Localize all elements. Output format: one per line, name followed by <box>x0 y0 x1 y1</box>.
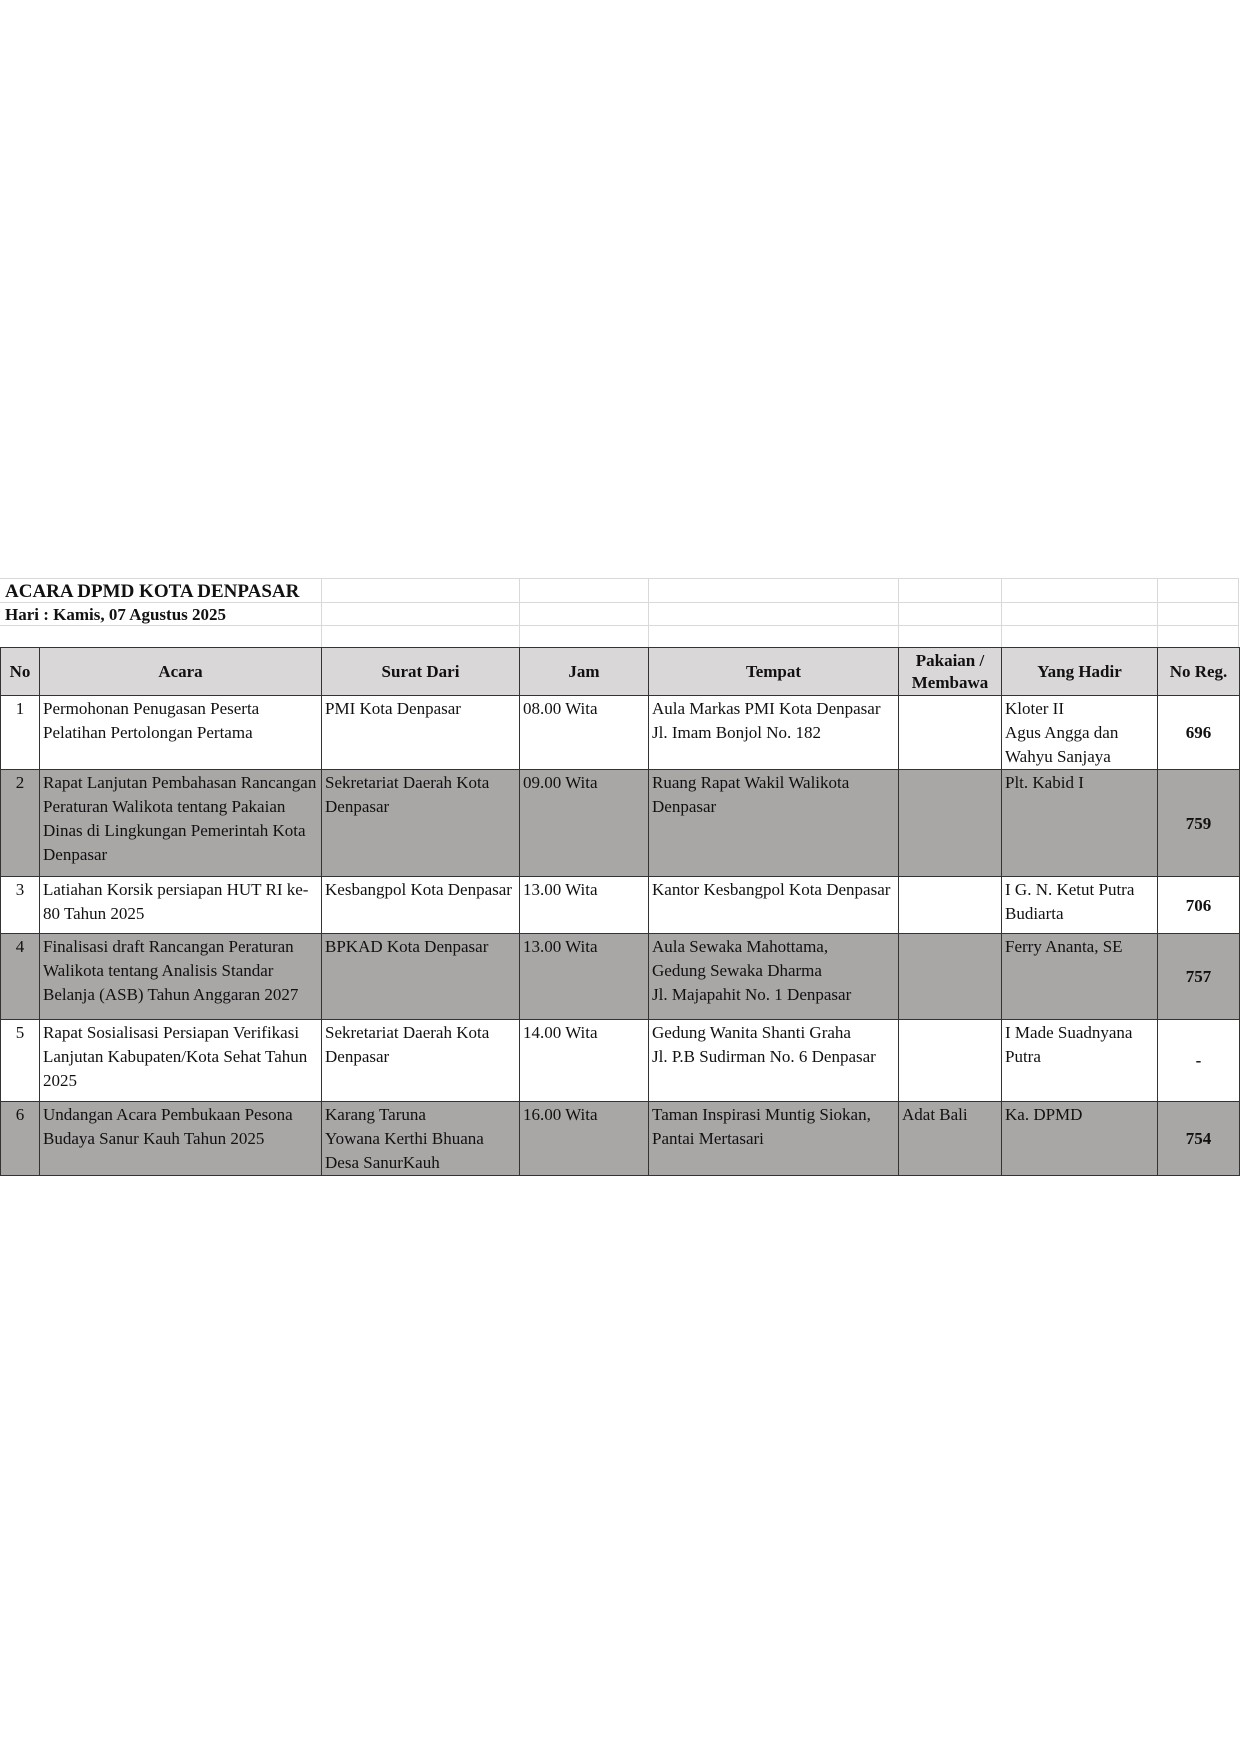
row-number: 2 <box>1 770 40 877</box>
col-no-reg-header: No Reg. <box>1158 648 1240 696</box>
col-tempat-header: Tempat <box>649 648 899 696</box>
row-number: 4 <box>1 934 40 1020</box>
surat-dari-cell: Sekretariat Daerah Kota Denpasar <box>322 770 520 877</box>
col-pakaian-header: Pakaian / Membawa <box>899 648 1002 696</box>
table-body <box>1 696 1240 1176</box>
page-title: ACARA DPMD KOTA DENPASAR <box>5 581 300 602</box>
grid-line <box>1157 578 1158 647</box>
tempat-cell: Gedung Wanita Shanti Graha Jl. P.B Sudirman No. 6 Denpasar <box>649 1020 899 1102</box>
no-reg-cell: - <box>1158 1020 1240 1102</box>
row-number: 6 <box>1 1102 40 1176</box>
acara-cell: Rapat Sosialisasi Persiapan Verifikasi Lanjutan Kabupaten/Kota Sehat Tahun 2025 <box>40 1020 322 1102</box>
yang-hadir-cell: Ferry Ananta, SE <box>1002 934 1158 1020</box>
table-row <box>1 770 1240 877</box>
jam-cell: 16.00 Wita <box>520 1102 649 1176</box>
acara-cell: Undangan Acara Pembukaan Pesona Budaya Sanur Kauh Tahun 2025 <box>40 1102 322 1176</box>
grid-line <box>0 625 1239 626</box>
acara-cell: Finalisasi draft Rancangan Peraturan Walikota tentang Analisis Standar Belanja (ASB) Tahun Anggaran 2027 <box>40 934 322 1020</box>
schedule-sheet <box>0 578 1240 1172</box>
tempat-cell: Taman Inspirasi Muntig Siokan, Pantai Mertasari <box>649 1102 899 1176</box>
grid-line <box>1001 578 1002 647</box>
tempat-cell: Aula Markas PMI Kota Denpasar Jl. Imam Bonjol No. 182 <box>649 696 899 770</box>
no-reg-cell: 706 <box>1158 877 1240 934</box>
tempat-cell: Kantor Kesbangpol Kota Denpasar <box>649 877 899 934</box>
col-jam-header: Jam <box>520 648 649 696</box>
col-yang-hadir-header: Yang Hadir <box>1002 648 1158 696</box>
grid-line <box>1238 578 1239 647</box>
yang-hadir-cell: Ka. DPMD <box>1002 1102 1158 1176</box>
grid-line <box>519 578 520 647</box>
table-row <box>1 1020 1240 1102</box>
sheet-header <box>0 578 1240 642</box>
jam-cell: 09.00 Wita <box>520 770 649 877</box>
no-reg-cell: 754 <box>1158 1102 1240 1176</box>
pakaian-cell <box>899 877 1002 934</box>
table-header-row <box>1 648 1240 696</box>
tempat-cell: Aula Sewaka Mahottama, Gedung Sewaka Dharma Jl. Majapahit No. 1 Denpasar <box>649 934 899 1020</box>
tempat-cell: Ruang Rapat Wakil Walikota Denpasar <box>649 770 899 877</box>
surat-dari-cell: Karang Taruna Yowana Kerthi Bhuana Desa SanurKauh <box>322 1102 520 1176</box>
yang-hadir-cell: Kloter II Agus Angga dan Wahyu Sanjaya <box>1002 696 1158 770</box>
grid-line <box>898 578 899 647</box>
jam-cell: 13.00 Wita <box>520 934 649 1020</box>
grid-line <box>321 578 322 647</box>
surat-dari-cell: PMI Kota Denpasar <box>322 696 520 770</box>
col-acara-header: Acara <box>40 648 322 696</box>
schedule-table <box>0 647 1240 1176</box>
col-no-header: No <box>1 648 40 696</box>
jam-cell: 13.00 Wita <box>520 877 649 934</box>
pakaian-cell: Adat Bali <box>899 1102 1002 1176</box>
jam-cell: 08.00 Wita <box>520 696 649 770</box>
surat-dari-cell: Kesbangpol Kota Denpasar <box>322 877 520 934</box>
table-row <box>1 1102 1240 1176</box>
acara-cell: Rapat Lanjutan Pembahasan Rancangan Peraturan Walikota tentang Pakaian Dinas di Lingkungan Pemerintah Kota Denpasar <box>40 770 322 877</box>
acara-cell: Latiahan Korsik persiapan HUT RI ke-80 Tahun 2025 <box>40 877 322 934</box>
pakaian-cell <box>899 1020 1002 1102</box>
pakaian-cell <box>899 696 1002 770</box>
row-number: 1 <box>1 696 40 770</box>
table-row <box>1 934 1240 1020</box>
row-number: 3 <box>1 877 40 934</box>
yang-hadir-cell: I G. N. Ketut Putra Budiarta <box>1002 877 1158 934</box>
yang-hadir-cell: Plt. Kabid I <box>1002 770 1158 877</box>
table-row <box>1 696 1240 770</box>
surat-dari-cell: Sekretariat Daerah Kota Denpasar <box>322 1020 520 1102</box>
date-line: Hari : Kamis, 07 Agustus 2025 <box>5 605 227 624</box>
yang-hadir-cell: I Made Suadnyana Putra <box>1002 1020 1158 1102</box>
surat-dari-cell: BPKAD Kota Denpasar <box>322 934 520 1020</box>
pakaian-cell <box>899 934 1002 1020</box>
jam-cell: 14.00 Wita <box>520 1020 649 1102</box>
table-row <box>1 877 1240 934</box>
no-reg-cell: 757 <box>1158 934 1240 1020</box>
no-reg-cell: 759 <box>1158 770 1240 877</box>
pakaian-cell <box>899 770 1002 877</box>
grid-line <box>0 578 1239 579</box>
no-reg-cell: 696 <box>1158 696 1240 770</box>
col-surat-dari-header: Surat Dari <box>322 648 520 696</box>
grid-line <box>648 578 649 647</box>
row-number: 5 <box>1 1020 40 1102</box>
acara-cell: Permohonan Penugasan Peserta Pelatihan Pertolongan Pertama <box>40 696 322 770</box>
